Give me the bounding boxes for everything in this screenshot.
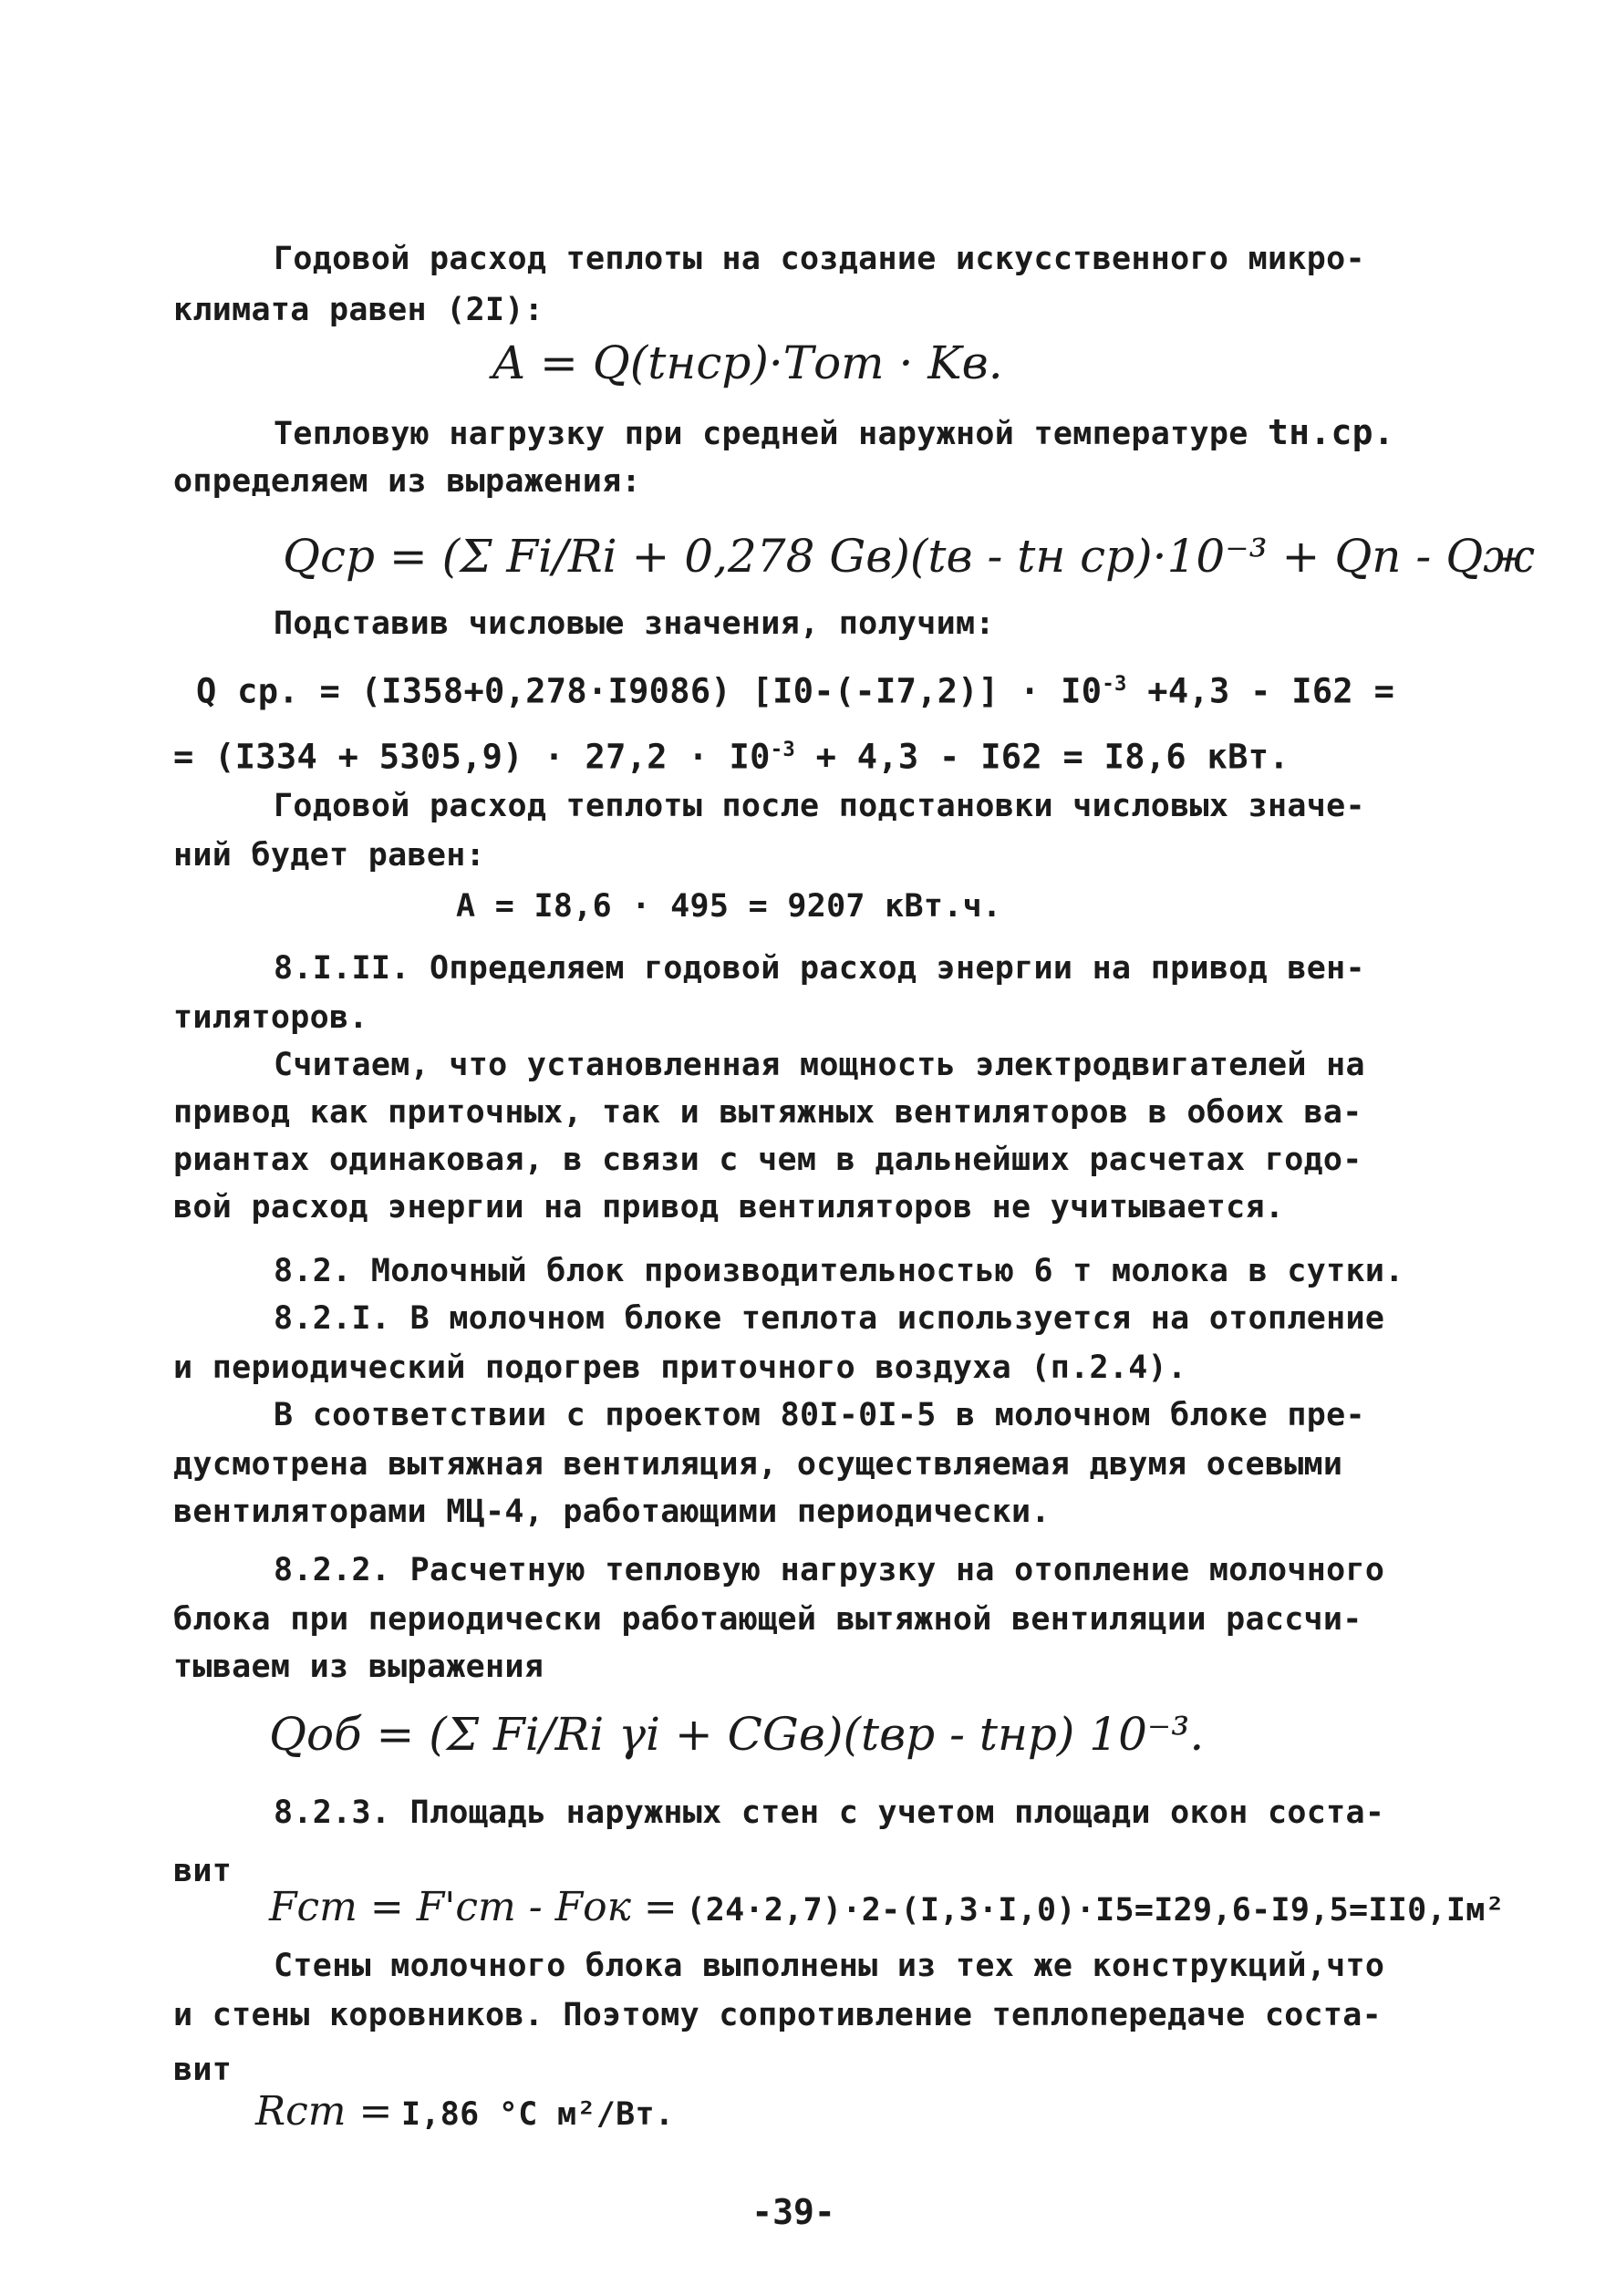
paragraph-line: вит (173, 2052, 233, 2088)
text-span: +4,3 - I62 = (1126, 671, 1395, 711)
paragraph-line: вой расход энергии на привод вентиляторов не учитывается. (173, 1189, 1285, 1226)
paragraph-line: Считаем, что установленная мощность электродвигателей на (274, 1047, 1365, 1083)
wall-area-formula (269, 1880, 1505, 1935)
formula-wall-area: Fст = F'ст - Fок = (269, 1884, 678, 1930)
calculation-line: I,86 °С м²/Вт. (401, 2096, 675, 2133)
calculation-line: A = I8,6 · 495 = 9207 кВт.ч. (456, 888, 1002, 925)
resistance-formula (255, 2084, 674, 2139)
paragraph-line: В соответствии с проектом 80I-0I-5 в молочном блоке пре- (274, 1397, 1365, 1433)
text-span: Тепловую нагрузку при средней наружной температуре (274, 416, 1248, 452)
text-span: + 4,3 - I62 = I8,6 кВт. (795, 737, 1290, 777)
paragraph-line: вентиляторами МЦ-4, работающими периодически. (173, 1494, 1051, 1530)
calculation-line (173, 729, 1432, 777)
paragraph-line: привод как приточных, так и вытяжных вентиляторов в обоих ва- (173, 1094, 1362, 1131)
paragraph-line: блока при периодически работающей вытяжной вентиляции рассчи- (173, 1601, 1362, 1638)
calculation-line (196, 664, 1455, 711)
paragraph-line: и периодический подогрев приточного воздуха (п.2.4). (173, 1350, 1187, 1386)
paragraph-line: климата равен (2I): (173, 292, 544, 328)
paragraph-line: Годовой расход теплоты после подстановки числовых значе- (274, 788, 1365, 824)
formula-annual-heat: A = Q(tнср)·Tот · Kв. (492, 336, 1003, 389)
page-number: -39- (751, 2192, 835, 2232)
calculation-line: (24·2,7)·2-(I,3·I,0)·I5=I29,6-I9,5=II0,Iм² (686, 1892, 1505, 1929)
paragraph-line: 8.2.3. Площадь наружных стен с учетом площади окон соста- (274, 1794, 1385, 1831)
exponent: -3 (1102, 672, 1127, 696)
formula-heat-load: Qср = (Σ Fi/Ri + 0,278 Gв)(tв - tн ср)·10⁻³ + Qп - Qж (283, 530, 1536, 583)
paragraph-line: ний будет равен: (173, 837, 485, 874)
text-span: Q ср. = (I358+0,278·I9086) [I0-(-I7,2)] · I0 (196, 671, 1103, 711)
paragraph-line: и стены коровников. Поэтому сопротивление теплопередаче соста- (173, 1997, 1383, 2033)
paragraph-line: 8.2.I. В молочном блоке теплота используется на отопление (274, 1300, 1385, 1337)
exponent: -3 (770, 738, 796, 761)
text-span: = (I334 + 5305,9) · 27,2 · I0 (173, 737, 771, 777)
paragraph-line: дусмотрена вытяжная вентиляция, осуществляемая двумя осевыми (173, 1446, 1343, 1483)
paragraph-line: 8.2.2. Расчетную тепловую нагрузку на отопление молочного (274, 1552, 1385, 1588)
section-heading: 8.I.II. Определяем годовой расход энергии на привод вен- (274, 950, 1365, 987)
section-heading: 8.2. Молочный блок производительностью 6 т молока в сутки. (274, 1253, 1404, 1289)
paragraph-line: вит (173, 1853, 233, 1889)
paragraph-line (274, 412, 1432, 454)
paragraph-line: определяем из выражения: (173, 463, 641, 500)
formula-dairy-heat-load: Qоб = (Σ Fi/Ri γi + CGв)(tвр - tнр) 10⁻³. (269, 1708, 1205, 1761)
formula-resistance: Rст = (255, 2088, 393, 2135)
paragraph-line: тиляторов. (173, 999, 368, 1036)
paragraph-line: Стены молочного блока выполнены из тех же конструкций,что (274, 1948, 1385, 1984)
paragraph-line: риантах одинаковая, в связи с чем в дальнейших расчетах годо- (173, 1142, 1362, 1178)
paragraph-line: Годовой расход теплоты на создание искусственного микро- (274, 241, 1365, 277)
paragraph-line: тываем из выражения (173, 1649, 544, 1685)
paragraph-line: Подставив числовые значения, получим: (274, 605, 995, 642)
temperature-symbol: tн.ср. (1267, 412, 1395, 452)
